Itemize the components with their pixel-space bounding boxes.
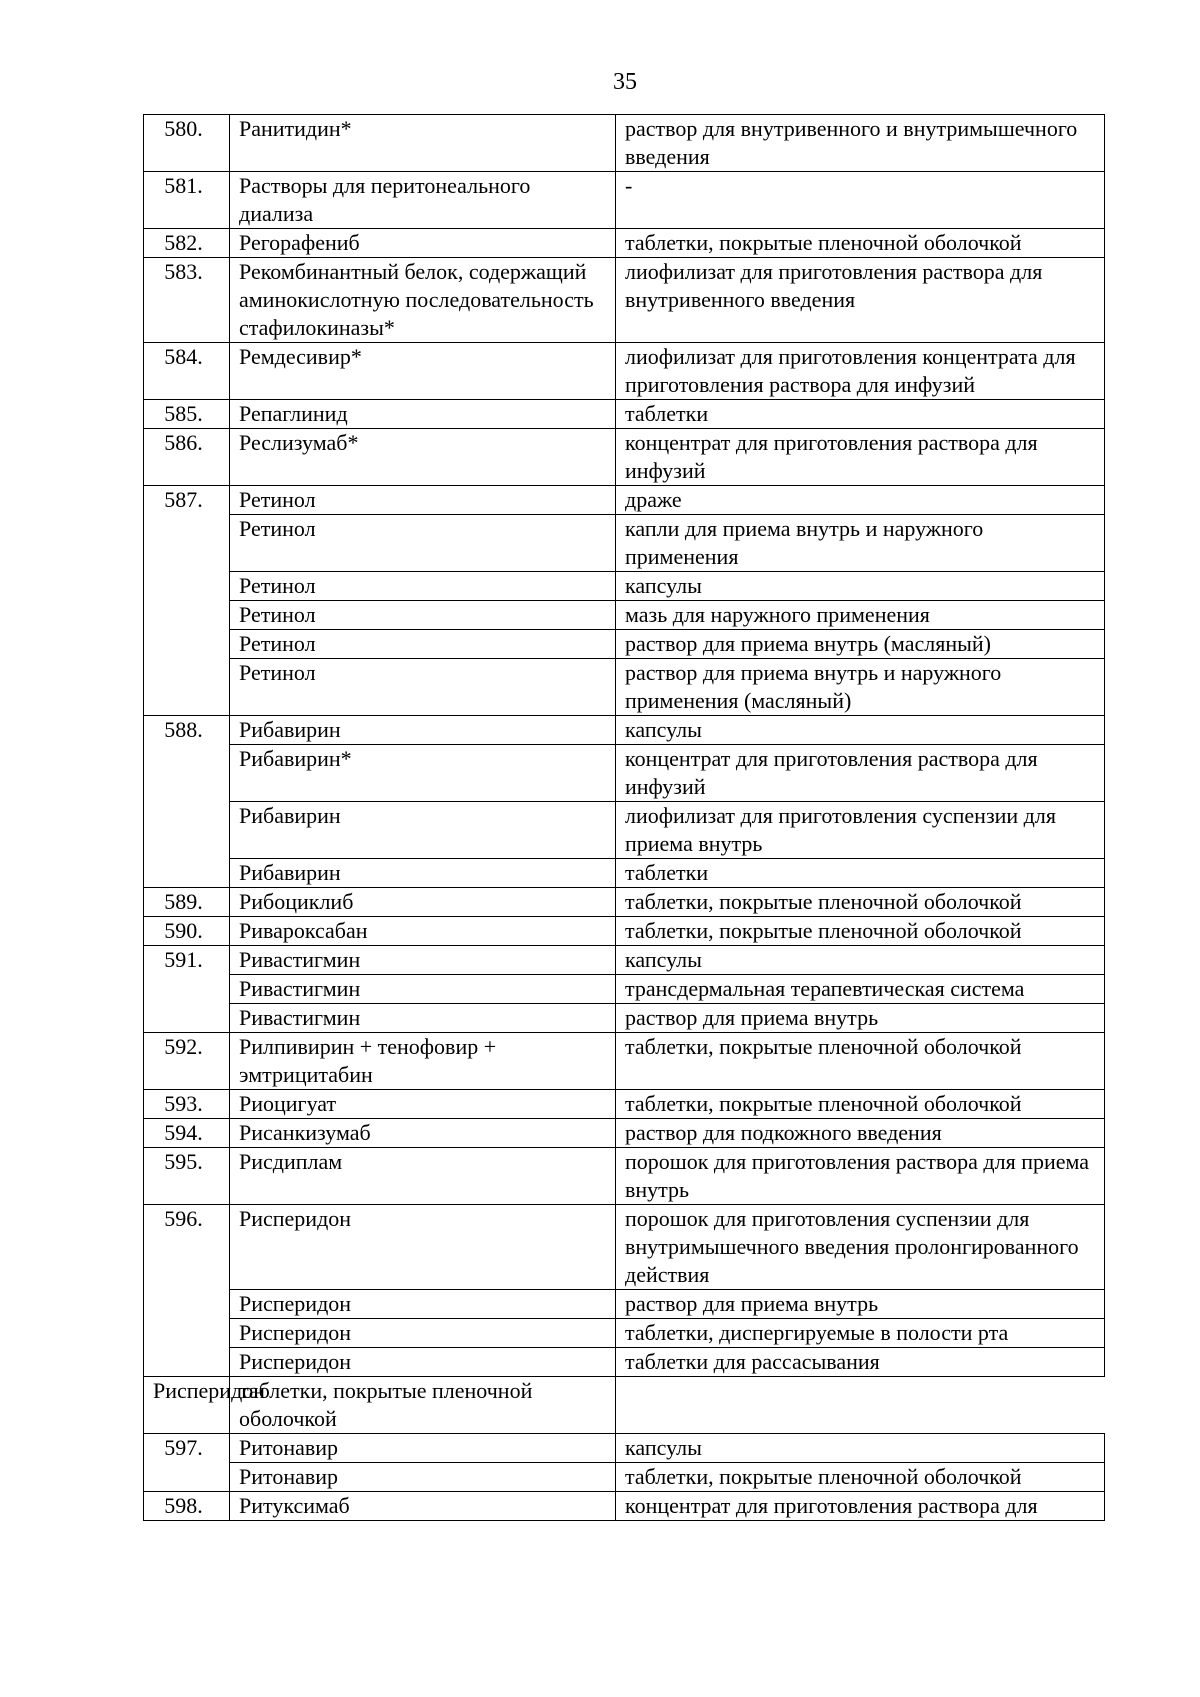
drug-name: Ретинол	[230, 572, 616, 601]
drug-name: Ретинол	[230, 515, 616, 572]
drug-name: Растворы для перитонеального диализа	[230, 172, 616, 229]
drug-name: Рибавирин	[230, 716, 616, 745]
dosage-form: таблетки	[616, 859, 1105, 888]
dosage-form: -	[616, 172, 1105, 229]
row-number: 587.	[144, 486, 230, 716]
dosage-form: капсулы	[616, 716, 1105, 745]
drug-name: Риоцигуат	[230, 1090, 616, 1119]
dosage-form: порошок для приготовления раствора для приема внутрь	[616, 1148, 1105, 1205]
row-number: 586.	[144, 429, 230, 486]
row-number: 589.	[144, 888, 230, 917]
drug-name: Ривастигмин	[230, 946, 616, 975]
drug-name: Регорафениб	[230, 229, 616, 258]
drug-name: Ретинол	[230, 601, 616, 630]
table-row	[144, 1090, 1105, 1119]
drug-name: Ривароксабан	[230, 917, 616, 946]
table-row	[144, 1004, 1105, 1033]
dosage-form: концентрат для приготовления раствора для инфузий	[616, 745, 1105, 802]
table-row	[144, 515, 1105, 572]
drug-name: Рибавирин	[230, 859, 616, 888]
drug-name: Рисдиплам	[230, 1148, 616, 1205]
table-row	[144, 343, 1105, 400]
dosage-form: порошок для приготовления суспензии для внутримышечного введения пролонгированного действия	[616, 1205, 1105, 1290]
row-number: 590.	[144, 917, 230, 946]
dosage-form: концентрат для приготовления раствора для инфузий	[616, 429, 1105, 486]
drug-name: Ритуксимаб	[230, 1492, 616, 1521]
row-number: 585.	[144, 400, 230, 429]
dosage-form: таблетки, покрытые пленочной оболочкой	[616, 1033, 1105, 1090]
drug-name: Рисперидон	[230, 1319, 616, 1348]
table-row	[144, 1119, 1105, 1148]
dosage-form: таблетки для рассасывания	[616, 1348, 1105, 1377]
row-number: 596.	[144, 1205, 230, 1377]
row-number: 581.	[144, 172, 230, 229]
drug-table	[143, 114, 1105, 1521]
dosage-form: раствор для приема внутрь	[616, 1004, 1105, 1033]
drug-name: Рибавирин	[230, 802, 616, 859]
table-row	[144, 1492, 1105, 1521]
row-number: 580.	[144, 115, 230, 172]
drug-name: Ритонавир	[230, 1434, 616, 1463]
dosage-form: капли для приема внутрь и наружного применения	[616, 515, 1105, 572]
table-row	[144, 1033, 1105, 1090]
table-row	[144, 946, 1105, 975]
drug-name: Ритонавир	[230, 1463, 616, 1492]
dosage-form: таблетки, покрытые пленочной оболочкой	[616, 1090, 1105, 1119]
drug-name: Рибавирин*	[230, 745, 616, 802]
table-row	[144, 1319, 1105, 1348]
table-row	[144, 1290, 1105, 1319]
drug-table-body	[144, 115, 1105, 1521]
drug-name: Реслизумаб*	[230, 429, 616, 486]
dosage-form: раствор для подкожного введения	[616, 1119, 1105, 1148]
table-row	[144, 745, 1105, 802]
table-row	[144, 1377, 1105, 1434]
table-row	[144, 229, 1105, 258]
drug-name: Рибоциклиб	[230, 888, 616, 917]
row-number: 593.	[144, 1090, 230, 1119]
row-number: 595.	[144, 1148, 230, 1205]
dosage-form: таблетки, покрытые пленочной оболочкой	[616, 917, 1105, 946]
drug-name: Ривастигмин	[230, 1004, 616, 1033]
table-row	[144, 630, 1105, 659]
table-row	[144, 917, 1105, 946]
table-row	[144, 429, 1105, 486]
row-number: 583.	[144, 258, 230, 343]
dosage-form: таблетки, покрытые пленочной оболочкой	[616, 888, 1105, 917]
dosage-form: драже	[616, 486, 1105, 515]
dosage-form: капсулы	[616, 572, 1105, 601]
dosage-form: таблетки	[616, 400, 1105, 429]
dosage-form: лиофилизат для приготовления суспензии для приема внутрь	[616, 802, 1105, 859]
dosage-form: концентрат для приготовления раствора для	[616, 1492, 1105, 1521]
drug-name: Рисперидон	[230, 1348, 616, 1377]
row-number: 598.	[144, 1492, 230, 1521]
table-row	[144, 601, 1105, 630]
table-row	[144, 400, 1105, 429]
table-row	[144, 1205, 1105, 1290]
page-number: 35	[613, 69, 637, 95]
dosage-form: лиофилизат для приготовления концентрата для приготовления раствора для инфузий	[616, 343, 1105, 400]
table-row	[144, 802, 1105, 859]
dosage-form: мазь для наружного применения	[616, 601, 1105, 630]
table-row	[144, 888, 1105, 917]
drug-name: Рисперидон	[144, 1377, 230, 1434]
table-row	[144, 1434, 1105, 1463]
dosage-form: таблетки, покрытые пленочной оболочкой	[616, 1463, 1105, 1492]
dosage-form: лиофилизат для приготовления раствора для внутривенного введения	[616, 258, 1105, 343]
drug-name: Рекомбинантный белок, содержащий аминокислотную последовательность стафилокиназы*	[230, 258, 616, 343]
row-number: 594.	[144, 1119, 230, 1148]
drug-name: Ретинол	[230, 630, 616, 659]
table-row	[144, 1463, 1105, 1492]
row-number: 591.	[144, 946, 230, 1033]
table-row	[144, 258, 1105, 343]
dosage-form: капсулы	[616, 1434, 1105, 1463]
dosage-form: таблетки, покрытые пленочной оболочкой	[616, 229, 1105, 258]
table-row	[144, 659, 1105, 716]
dosage-form: раствор для приема внутрь и наружного применения (масляный)	[616, 659, 1105, 716]
table-row	[144, 975, 1105, 1004]
row-number: 592.	[144, 1033, 230, 1090]
row-number: 597.	[144, 1434, 230, 1492]
drug-name: Ретинол	[230, 486, 616, 515]
table-row	[144, 115, 1105, 172]
dosage-form: раствор для приема внутрь	[616, 1290, 1105, 1319]
dosage-form: таблетки, покрытые пленочной оболочкой	[230, 1377, 616, 1434]
row-number: 582.	[144, 229, 230, 258]
dosage-form: раствор для внутривенного и внутримышечного введения	[616, 115, 1105, 172]
table-row	[144, 1348, 1105, 1377]
drug-name: Ранитидин*	[230, 115, 616, 172]
drug-name: Рисперидон	[230, 1205, 616, 1290]
row-number: 584.	[144, 343, 230, 400]
drug-name: Рилпивирин + тенофовир + эмтрицитабин	[230, 1033, 616, 1090]
drug-name: Рисперидон	[230, 1290, 616, 1319]
table-row	[144, 1148, 1105, 1205]
drug-name: Рисанкизумаб	[230, 1119, 616, 1148]
drug-name: Ремдесивир*	[230, 343, 616, 400]
dosage-form: капсулы	[616, 946, 1105, 975]
table-row	[144, 716, 1105, 745]
drug-name: Ривастигмин	[230, 975, 616, 1004]
drug-name: Ретинол	[230, 659, 616, 716]
dosage-form: раствор для приема внутрь (масляный)	[616, 630, 1105, 659]
table-row	[144, 486, 1105, 515]
dosage-form: трансдермальная терапевтическая система	[616, 975, 1105, 1004]
table-row	[144, 172, 1105, 229]
dosage-form: таблетки, диспергируемые в полости рта	[616, 1319, 1105, 1348]
row-number: 588.	[144, 716, 230, 888]
table-row	[144, 859, 1105, 888]
table-row	[144, 572, 1105, 601]
drug-name: Репаглинид	[230, 400, 616, 429]
